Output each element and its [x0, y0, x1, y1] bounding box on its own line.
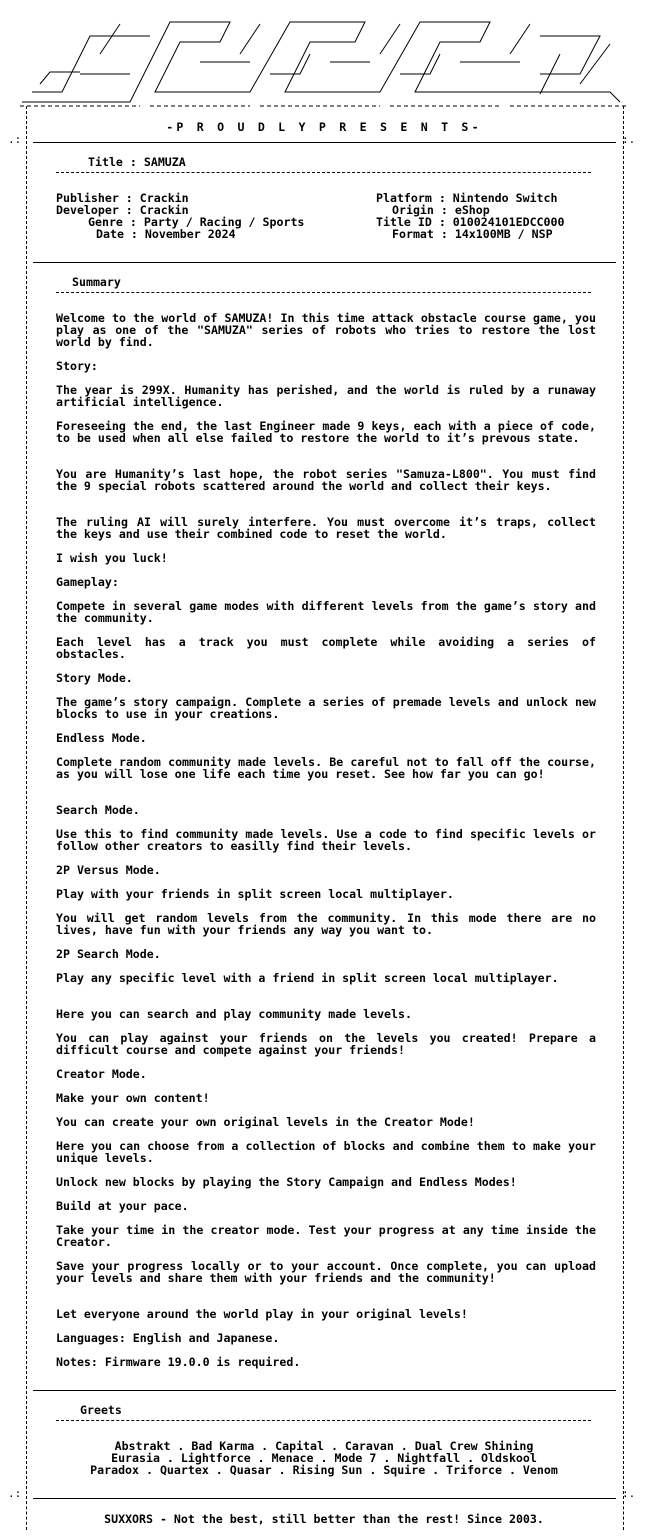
titleid-row: Title ID : 010024101EDCC000	[376, 215, 565, 229]
publisher-label: Publisher	[56, 191, 119, 205]
summary-paragraph: Unlock new blocks by playing the Story Campaign and Endless Modes!	[56, 1175, 517, 1189]
origin-label: Origin	[392, 203, 434, 217]
format-label: Format	[392, 227, 434, 241]
summary-paragraph: Use this to find community made levels. Use a code to find specific levels or follow other creators to easilly find their levels.	[56, 827, 596, 853]
title-label: Title	[88, 155, 123, 169]
suxxors-logo	[20, 14, 628, 114]
origin-row: Origin : eShop	[392, 203, 490, 217]
summary-paragraph: You can play against your friends on the levels you created! Prepare a difficult course and compete against your friends!	[56, 1031, 596, 1057]
divider	[33, 1498, 616, 1499]
summary-paragraph: Here you can search and play community made levels.	[56, 1007, 412, 1021]
date-value: November 2024	[144, 227, 236, 241]
divider	[56, 1420, 591, 1421]
summary-paragraph: Complete random community made levels. Be careful not to fall off the course, as you will lose one life each time you reset. See how far you can go!	[56, 755, 596, 781]
developer-label: Developer	[56, 203, 119, 217]
divider	[33, 142, 616, 143]
summary-heading: Summary	[72, 275, 121, 289]
summary-paragraph: The ruling AI will surely interfere. You must overcome it’s traps, collect the keys and use their combined code to reset the world.	[56, 515, 596, 541]
summary-paragraph: You are Humanity’s last hope, the robot series "Samuza-L800". You must find the 9 special robots scattered around the world and collect their keys.	[56, 467, 596, 493]
summary-paragraph: Play any specific level with a friend in split screen local multiplayer.	[56, 971, 559, 985]
summary-paragraph: You will get random levels from the community. In this mode there are no lives, have fun with your friends any way you want to.	[56, 911, 596, 937]
summary-paragraph: Build at your pace.	[56, 1199, 189, 1213]
platform-label: Platform	[376, 191, 432, 205]
summary-paragraph: Let everyone around the world play in your original levels!	[56, 1307, 468, 1321]
origin-value: eShop	[454, 203, 490, 217]
titleid-value: 010024101EDCC000	[452, 215, 565, 229]
summary-paragraph: Make your own content!	[56, 1091, 210, 1105]
summary-paragraph: The game’s story campaign. Complete a series of premade levels and unlock new blocks to use in your creations.	[56, 695, 596, 721]
format-row: Format : 14x100MB / NSP	[392, 227, 553, 241]
summary-paragraph: Welcome to the world of SAMUZA! In this time attack obstacle course game, you play as one of the "SAMUZA" series of robots who tries to restore the lost world by find.	[56, 311, 596, 349]
greets-heading: Greets	[80, 1403, 122, 1417]
presents-line: -P R O U D L Y P R E S E N T S-	[166, 120, 482, 134]
summary-paragraph: Take your time in the creator mode. Test your progress at any time inside the Creator.	[56, 1223, 596, 1249]
summary-paragraph: Here you can choose from a collection of blocks and combine them to make your unique levels.	[56, 1139, 596, 1165]
summary-paragraph: Each level has a track you must complete while avoiding a series of obstacles.	[56, 635, 596, 661]
summary-paragraph: Gameplay:	[56, 575, 119, 589]
summary-paragraph: Notes: Firmware 19.0.0 is required.	[56, 1355, 301, 1369]
genre-value: Party / Racing / Sports	[143, 215, 305, 229]
summary-paragraph: Compete in several game modes with different levels from the game’s story and the community.	[56, 599, 596, 625]
summary-paragraph: Languages: English and Japanese.	[56, 1331, 280, 1345]
titleid-label: Title ID	[376, 215, 432, 229]
frame-corner-left: .:	[8, 133, 22, 146]
summary-paragraph: You can create your own original levels in the Creator Mode!	[56, 1115, 475, 1129]
summary-paragraph: 2P Search Mode.	[56, 947, 161, 961]
greets-line: Paradox . Quartex . Quasar . Rising Sun . Squire . Triforce . Venom	[90, 1463, 558, 1477]
summary-paragraph: I wish you luck!	[56, 551, 168, 565]
summary-paragraph: Play with your friends in split screen local multiplayer.	[56, 887, 454, 901]
divider	[56, 172, 591, 173]
greets-line: Eurasia . Lightforce . Menace . Mode 7 . Nightfall . Oldskool	[111, 1451, 537, 1465]
platform-row: Platform : Nintendo Switch	[376, 191, 558, 205]
platform-value: Nintendo Switch	[452, 191, 558, 205]
greets-line: Abstrakt . Bad Karma . Capital . Caravan . Dual Crew Shining	[114, 1439, 534, 1453]
summary-paragraph: The year is 299X. Humanity has perished, and the world is ruled by a runaway artificial intelligence.	[56, 383, 596, 409]
genre-label: Genre	[88, 215, 123, 229]
developer-row: Developer : Crackin	[56, 203, 189, 217]
summary-paragraph: Endless Mode.	[56, 731, 147, 745]
date-row: Date : November 2024	[96, 227, 236, 241]
publisher-value: Crackin	[139, 191, 189, 205]
summary-paragraph: Foreseeing the end, the last Engineer made 9 keys, each with a piece of code, to be used when all else failed to restore the world to it’s prevous state.	[56, 419, 596, 445]
divider	[33, 262, 616, 263]
frame-corner-left-bottom: .:	[8, 1487, 22, 1500]
summary-paragraph: Creator Mode.	[56, 1067, 147, 1081]
title-value: SAMUZA	[143, 155, 186, 169]
developer-value: Crackin	[139, 203, 189, 217]
format-value: 14x100MB / NSP	[454, 227, 553, 241]
title-row: Title : SAMUZA	[88, 155, 186, 169]
summary-paragraph: Save your progress locally or to your account. Once complete, you can upload your levels and share them with your friends and the community!	[56, 1259, 596, 1285]
summary-paragraph: 2P Versus Mode.	[56, 863, 161, 877]
frame-corner-right-bottom: :.	[622, 1487, 636, 1500]
divider	[33, 1390, 616, 1391]
divider	[56, 292, 591, 293]
publisher-row: Publisher : Crackin	[56, 191, 189, 205]
footer-tagline: SUXXORS - Not the best, still better than the rest! Since 2003.	[104, 1512, 544, 1526]
summary-paragraph: Search Mode.	[56, 803, 140, 817]
summary-paragraph: Story Mode.	[56, 671, 133, 685]
genre-row: Genre : Party / Racing / Sports	[88, 215, 305, 229]
date-label: Date	[96, 227, 124, 241]
frame-corner-right: :.	[622, 133, 636, 146]
summary-paragraph: Story:	[56, 359, 98, 373]
